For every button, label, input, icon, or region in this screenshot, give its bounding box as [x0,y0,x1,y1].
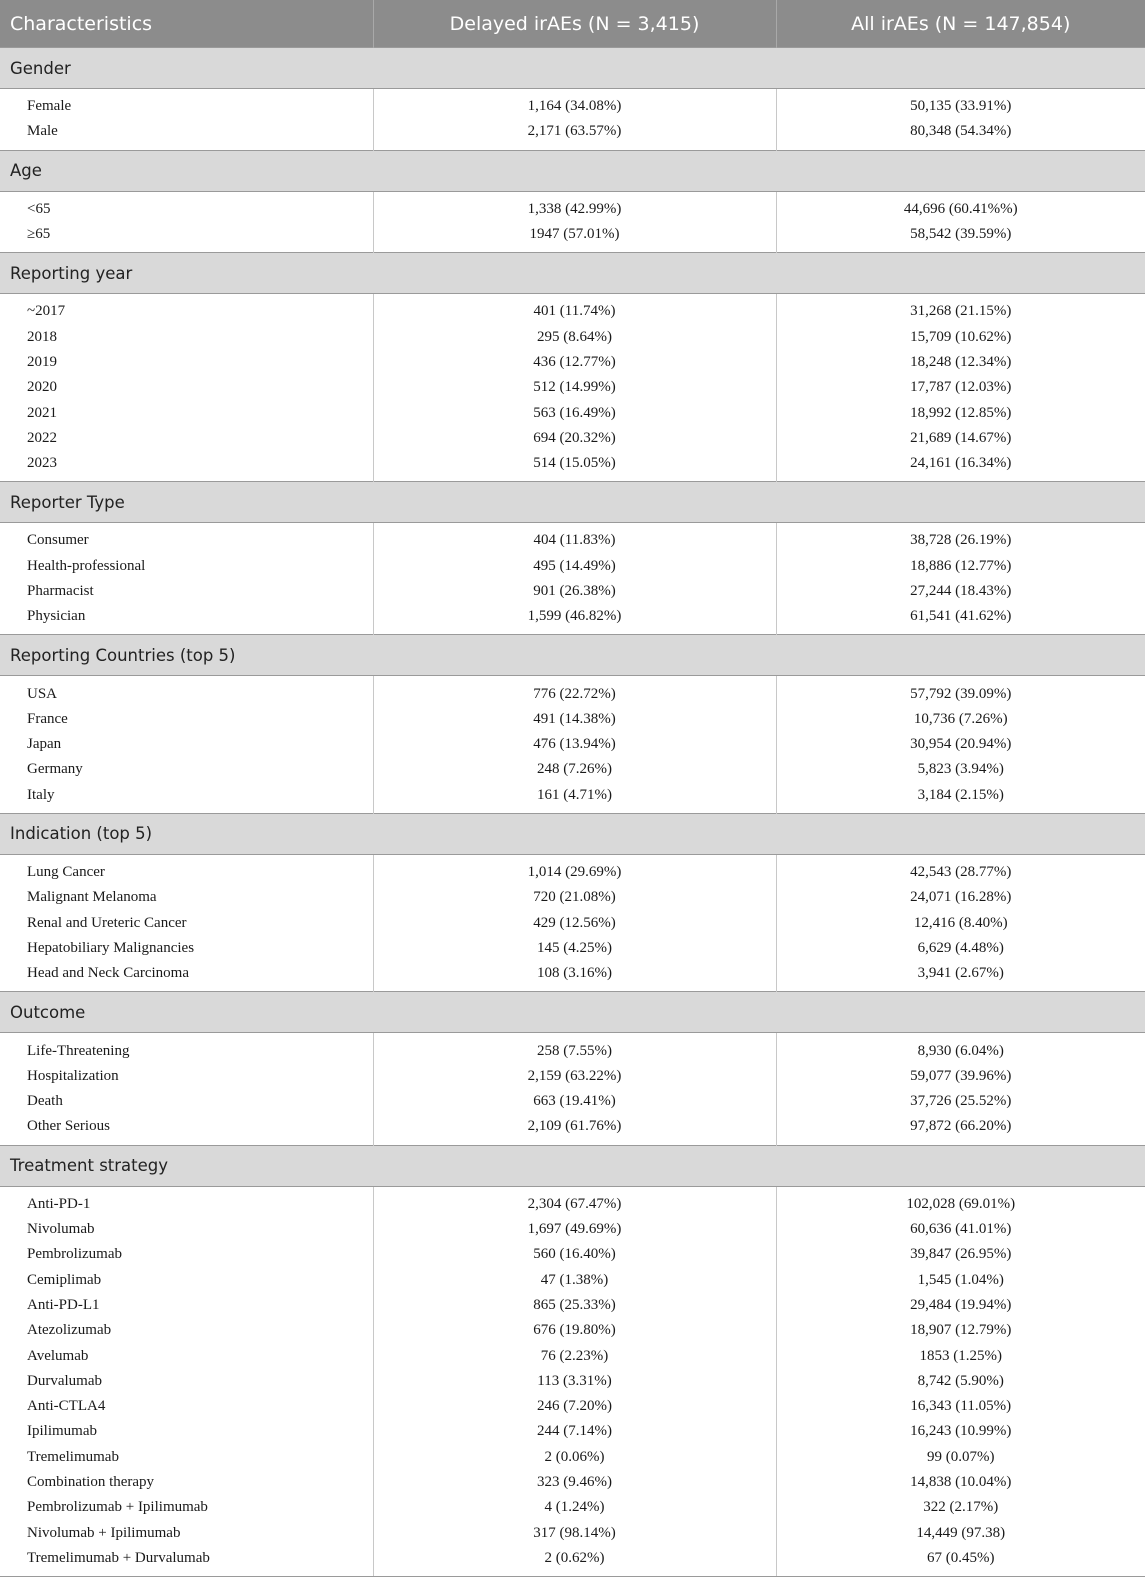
table-row [0,579,1145,604]
header-delayed-iraes: Delayed irAEs (N = 3,415) [373,0,776,48]
row-label: USA [0,676,373,707]
table-row [0,1089,1145,1114]
table-row [0,400,1145,425]
table-row [0,1546,1145,1577]
delayed-value: 404 (11.83%) [373,523,776,554]
row-label: Male [0,119,373,150]
delayed-value: 663 (19.41%) [373,1089,776,1114]
row-label: Physician [0,604,373,635]
delayed-value: 560 (16.40%) [373,1242,776,1267]
all-value: 10,736 (7.26%) [913,710,1008,727]
delayed-value: 495 (14.49%) [373,554,776,579]
delayed-value: 401 (11.74%) [373,294,776,325]
section-header-treatment-strategy [0,1145,1145,1186]
section-title: Indication (top 5) [0,813,1145,854]
delayed-value: 1,338 (42.99%) [373,191,776,222]
section-title: Reporting year [0,253,1145,294]
all-value: 102,028 (69.01%) [906,1195,1016,1212]
row-label: 2023 [0,451,373,482]
all-value: 6,629 (4.48%) [917,939,1004,956]
delayed-value: 694 (20.32%) [373,426,776,451]
row-label: Nivolumab + Ipilimumab [0,1520,373,1545]
all-value: 15,709 (10.62%) [910,328,1012,345]
all-value: 30,954 (20.94%) [910,736,1012,753]
delayed-value: 429 (12.56%) [373,911,776,936]
delayed-value: 2,159 (63.22%) [373,1064,776,1089]
section-title: Reporter Type [0,482,1145,523]
table-row [0,1520,1145,1545]
table-row [0,1114,1145,1145]
section-header-reporter-type [0,482,1145,523]
section-title: Treatment strategy [0,1145,1145,1186]
delayed-value: 720 (21.08%) [373,885,776,910]
delayed-value: 512 (14.99%) [373,375,776,400]
delayed-value: 244 (7.14%) [373,1419,776,1444]
delayed-value: 323 (9.46%) [373,1470,776,1495]
row-label: Consumer [0,523,373,554]
table-row [0,676,1145,707]
table-row [0,1318,1145,1343]
all-value: 37,726 (25.52%) [910,1093,1012,1110]
row-label: Atezolizumab [0,1318,373,1343]
section-title: Age [0,150,1145,191]
all-value: 8,742 (5.90%) [917,1372,1004,1389]
row-label: 2021 [0,400,373,425]
table-row [0,1419,1145,1444]
delayed-value: 1,014 (29.69%) [373,854,776,885]
all-value: 61,541 (41.62%) [910,608,1012,625]
row-label: Anti-PD-1 [0,1186,373,1217]
row-label: Pembrolizumab + Ipilimumab [0,1495,373,1520]
row-label: <65 [0,191,373,222]
row-label: Pharmacist [0,579,373,604]
row-label: Death [0,1089,373,1114]
all-value: 38,728 (26.19%) [910,532,1012,549]
row-label: Tremelimumab [0,1445,373,1470]
all-value: 1,545 (1.04%) [917,1271,1004,1288]
section-header-reporting-countries-top-5 [0,635,1145,676]
all-value: 24,071 (16.28%) [910,889,1012,906]
delayed-value: 295 (8.64%) [373,324,776,349]
row-label: Health-professional [0,554,373,579]
table-row [0,1445,1145,1470]
row-label: Renal and Ureteric Cancer [0,911,373,936]
row-label: Pembrolizumab [0,1242,373,1267]
table-row [0,707,1145,732]
delayed-value: 76 (2.23%) [373,1343,776,1368]
row-label: Hospitalization [0,1064,373,1089]
row-label: Cemiplimab [0,1268,373,1293]
all-value: 29,484 (19.94%) [910,1296,1012,1313]
table-row [0,885,1145,910]
all-value: 27,244 (18.43%) [910,583,1012,599]
all-value: 42,543 (28.77%) [910,864,1012,881]
row-label: Nivolumab [0,1217,373,1242]
all-value: 14,838 (10.04%) [910,1474,1012,1491]
table-row [0,604,1145,635]
all-value: 24,161 (16.34%) [910,455,1012,472]
delayed-value: 2,109 (61.76%) [373,1114,776,1145]
table-row [0,523,1145,554]
table-row [0,119,1145,150]
delayed-value: 161 (4.71%) [373,783,776,814]
delayed-value: 676 (19.80%) [373,1318,776,1343]
section-header-gender [0,48,1145,89]
all-value: 80,348 (54.34%) [910,123,1012,140]
delayed-value: 1,164 (34.08%) [373,89,776,120]
table-row [0,294,1145,325]
table-row [0,324,1145,349]
delayed-value: 436 (12.77%) [373,350,776,375]
delayed-value: 776 (22.72%) [373,676,776,707]
delayed-value: 1,599 (46.82%) [373,604,776,635]
delayed-value: 476 (13.94%) [373,732,776,757]
all-value: 8,930 (6.04%) [917,1042,1004,1059]
all-value: 3,184 (2.15%) [917,786,1004,803]
table-body [0,48,1145,1577]
all-value: 58,542 (39.59%) [910,226,1012,243]
delayed-value: 248 (7.26%) [373,757,776,782]
all-value: 12,416 (8.40%) [913,914,1008,931]
all-value: 18,907 (12.79%) [910,1322,1012,1339]
delayed-value: 258 (7.55%) [373,1033,776,1064]
row-label: Durvalumab [0,1369,373,1394]
row-label: 2018 [0,324,373,349]
row-label: Hepatobiliary Malignancies [0,936,373,961]
row-label: France [0,707,373,732]
table-row [0,1064,1145,1089]
all-value: 67 (0.45%) [776,1546,1145,1577]
all-value: 18,992 (12.85%) [910,404,1012,421]
table-row [0,1369,1145,1394]
row-label: Germany [0,757,373,782]
all-value: 16,343 (11.05%) [910,1398,1012,1415]
delayed-value: 145 (4.25%) [373,936,776,961]
delayed-value: 108 (3.16%) [373,961,776,992]
header-all-iraes: All irAEs (N = 147,854) [776,0,1145,48]
delayed-value: 113 (3.31%) [373,1369,776,1394]
table-row [0,426,1145,451]
table-row [0,554,1145,579]
all-value: 18,248 (12.34%) [910,353,1012,370]
all-value: 59,077 (39.96%) [910,1067,1012,1084]
row-label: Life-Threatening [0,1033,373,1064]
row-label: Anti-PD-L1 [0,1293,373,1318]
delayed-value: 47 (1.38%) [373,1268,776,1293]
delayed-value: 1947 (57.01%) [373,222,776,253]
table-row [0,783,1145,814]
all-value: 97,872 (66.20%) [910,1118,1012,1135]
row-label: ≥65 [0,222,373,253]
all-value: 16,243 (10.99%) [910,1423,1012,1440]
all-value: 44,696 (60.41%%) [903,200,1018,217]
delayed-value: 246 (7.20%) [373,1394,776,1419]
section-title: Outcome [0,992,1145,1033]
row-label: Japan [0,732,373,757]
delayed-value: 514 (15.05%) [373,451,776,482]
table-row [0,1242,1145,1267]
table-row [0,1033,1145,1064]
all-value: 17,787 (12.03%) [910,379,1012,396]
row-label: Italy [0,783,373,814]
table-row [0,222,1145,253]
row-label: 2019 [0,350,373,375]
section-header-reporting-year [0,253,1145,294]
table-row [0,757,1145,782]
delayed-value: 901 (26.38%) [373,579,776,604]
delayed-value: 2,171 (63.57%) [373,119,776,150]
delayed-value: 491 (14.38%) [373,707,776,732]
table-row [0,1495,1145,1520]
row-label: Other Serious [0,1114,373,1145]
all-value: 60,636 (41.01%) [910,1221,1012,1238]
all-value: 99 (0.07%) [927,1448,995,1465]
table-row [0,1343,1145,1368]
delayed-value: 1,697 (49.69%) [373,1217,776,1242]
row-label: ~2017 [0,294,373,325]
table-row [0,1268,1145,1293]
row-label: Malignant Melanoma [0,885,373,910]
table-row [0,451,1145,482]
all-value: 18,886 (12.77%) [910,557,1012,574]
all-value: 3,941 (2.67%) [917,965,1004,982]
table-row [0,1394,1145,1419]
row-label: Lung Cancer [0,854,373,885]
all-value: 39,847 (26.95%) [910,1246,1012,1263]
table-row [0,961,1145,992]
row-label: Ipilimumab [0,1419,373,1444]
row-label: Head and Neck Carcinoma [0,961,373,992]
table-row [0,375,1145,400]
table-row [0,1186,1145,1217]
section-title: Gender [0,48,1145,89]
row-label: Combination therapy [0,1470,373,1495]
header-row [0,0,1145,48]
delayed-value: 2 (0.62%) [373,1546,776,1577]
row-label: Tremelimumab + Durvalumab [0,1546,373,1577]
row-label: 2020 [0,375,373,400]
table-row [0,936,1145,961]
all-value: 5,823 (3.94%) [917,761,1004,778]
all-value: 21,689 (14.67%) [910,429,1012,446]
table-row [0,1470,1145,1495]
table-row [0,854,1145,885]
table-row [0,89,1145,120]
all-value: 14,449 (97.38) [916,1524,1006,1541]
table-row [0,732,1145,757]
all-value: 57,792 (39.09%) [910,685,1012,702]
table-row [0,911,1145,936]
table-row [0,191,1145,222]
row-label: 2022 [0,426,373,451]
section-header-indication-top-5 [0,813,1145,854]
row-label: Avelumab [0,1343,373,1368]
delayed-value: 2,304 (67.47%) [373,1186,776,1217]
all-value: 1853 (1.25%) [919,1347,1002,1364]
all-value: 31,268 (21.15%) [910,303,1012,320]
delayed-value: 2 (0.06%) [373,1445,776,1470]
header-characteristics: Characteristics [0,0,373,48]
table-row [0,350,1145,375]
row-label: Anti-CTLA4 [0,1394,373,1419]
row-label: Female [0,89,373,120]
table-row [0,1293,1145,1318]
delayed-value: 563 (16.49%) [373,400,776,425]
delayed-value: 4 (1.24%) [373,1495,776,1520]
section-header-age [0,150,1145,191]
table-row [0,1217,1145,1242]
delayed-value: 317 (98.14%) [373,1520,776,1545]
delayed-value: 865 (25.33%) [373,1293,776,1318]
section-header-outcome [0,992,1145,1033]
all-value: 50,135 (33.91%) [910,98,1012,115]
section-title: Reporting Countries (top 5) [0,635,1145,676]
all-value: 322 (2.17%) [923,1499,999,1516]
